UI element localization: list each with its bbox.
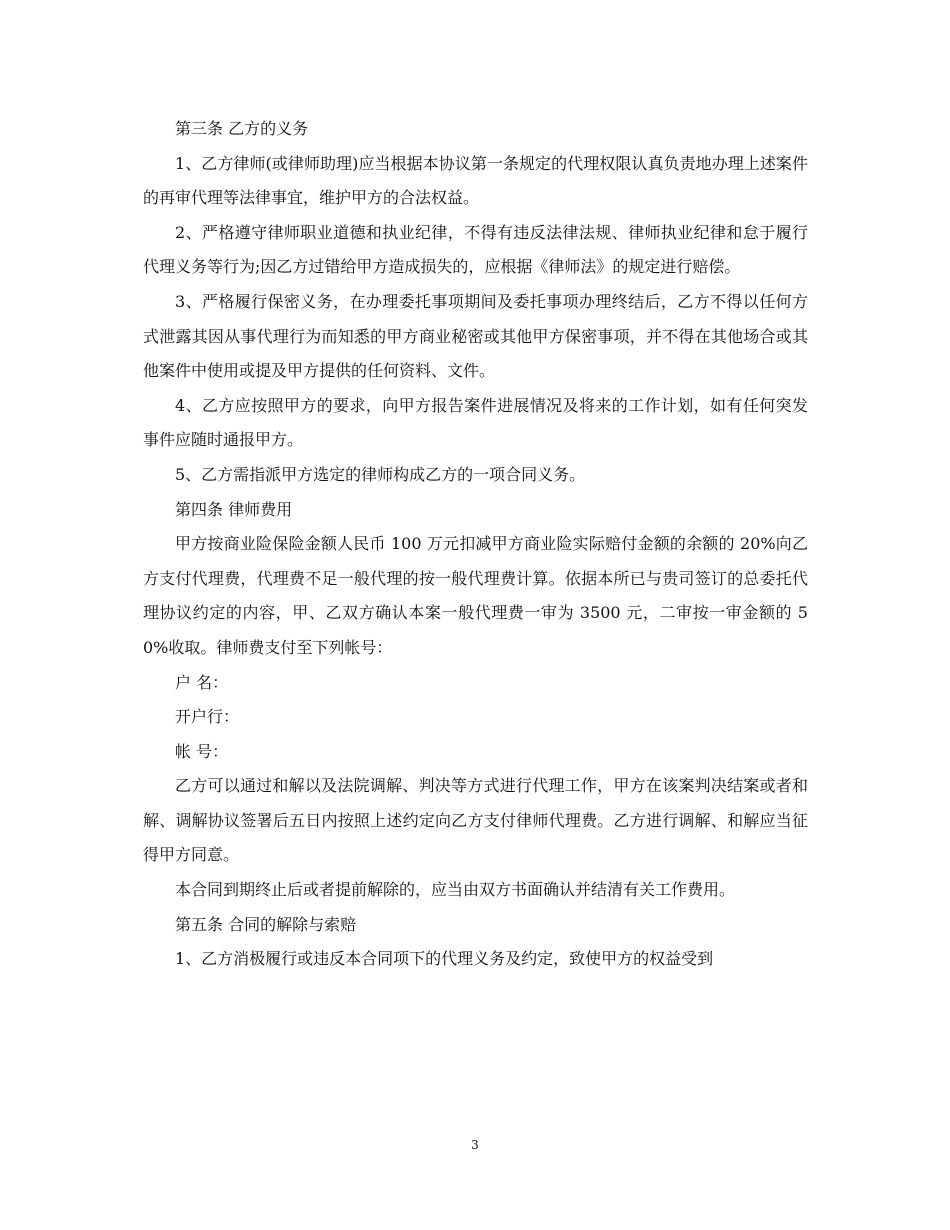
article-3-clause-4: 4、乙方应按照甲方的要求，向甲方报告案件进展情况及将来的工作计划，如有任何突发事件应随时通报甲方。 (143, 395, 808, 450)
article-4-heading: 第四条 律师费用 (175, 499, 293, 519)
article-4-fee-paragraph: 甲方按商业险保险金额人民币 100 万元扣减甲方商业险实际赔付金额的余额的 20%向乙方支付代理费，代理费不足一般代理的按一般代理费计算。依据本所已与贵司签订的总委托代理协议约定的内容，甲、乙双方确认本案一般代理费一审为 3500 元，二审按一审金额的 50%收取。律师费支付至下列帐号： (143, 534, 808, 657)
account-name-line: 户 名： (175, 672, 229, 692)
page-number: 3 (471, 1138, 479, 1152)
bank-line: 开户行： (175, 707, 240, 727)
article-3-clause-5: 5、乙方需指派甲方选定的律师构成乙方的一项合同义务。 (175, 464, 586, 484)
article-3-clause-3: 3、严格履行保密义务，在办理委托事项期间及委托事项办理终结后，乙方不得以任何方式泄露其因从事代理行为而知悉的甲方商业秘密或其他甲方保密事项，并不得在其他场合或其他案件中使用或提及甲方提供的任何资料、文件。 (143, 291, 808, 381)
article-3-clause-2: 2、严格遵守律师职业道德和执业纪律，不得有违反法律法规、律师执业纪律和怠于履行代理义务等行为;因乙方过错给甲方造成损失的，应根据《律师法》的规定进行赔偿。 (143, 222, 808, 277)
article-5-heading: 第五条 合同的解除与索赔 (175, 914, 357, 934)
article-3-heading: 第三条 乙方的义务 (175, 119, 309, 138)
article-4-termination-paragraph: 本合同到期终止后或者提前解除的，应当由双方书面确认并结清有关工作费用。 (175, 880, 736, 900)
account-number-line: 帐 号： (175, 741, 229, 761)
article-3-clause-1: 1、乙方律师(或律师助理)应当根据本协议第一条规定的代理权限认真负责地办理上述案件的再审代理等法律事宜，维护甲方的合法权益。 (143, 153, 808, 208)
document-body (143, 112, 808, 977)
article-5-clause-1: 1、乙方消极履行或违反本合同项下的代理义务及约定，致使甲方的权益受到 (175, 949, 714, 969)
article-4-settlement-paragraph: 乙方可以通过和解以及法院调解、判决等方式进行代理工作，甲方在该案判决结案或者和解、调解协议签署后五日内按照上述约定向乙方支付律师代理费。乙方进行调解、和解应当征得甲方同意。 (143, 776, 808, 865)
